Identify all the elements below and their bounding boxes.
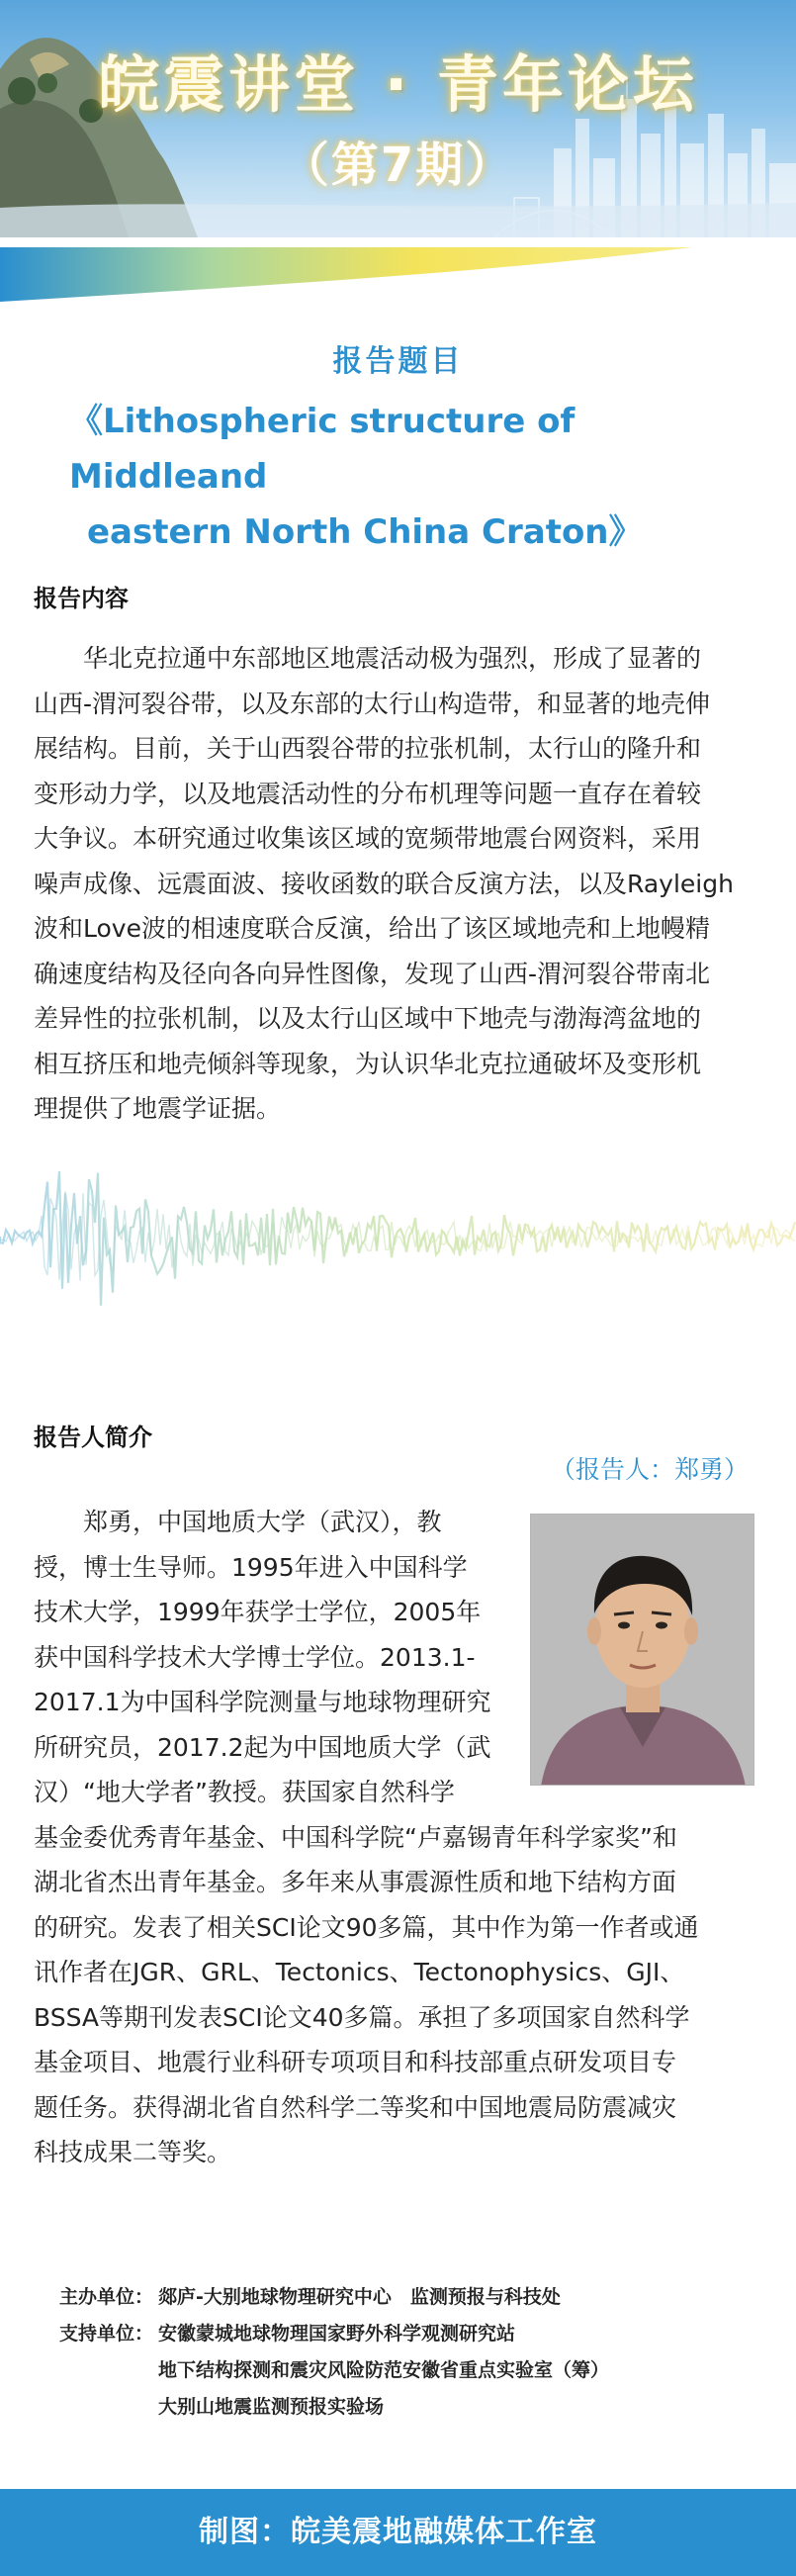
content-line: 噪声成像、远震面波、接收函数的联合反演方法，以及Rayleigh — [34, 869, 734, 898]
support-value: 安徽蒙城地球物理国家野外科学观测研究站 — [158, 2323, 516, 2345]
bio-line: 科技成果二等奖。 — [34, 2138, 232, 2166]
speaker-bio-top — [34, 1500, 520, 1770]
bio-line: 基金委优秀青年基金、中国科学院“卢嘉锡青年科学家奖”和 — [34, 1822, 677, 1852]
footer-credit: 制图：皖美震地融媒体工作室 — [0, 2489, 796, 2576]
content-line: 理提供了地震学证据。 — [34, 1094, 282, 1123]
bio-line: 获中国科学技术大学博士学位。2013.1- — [34, 1642, 476, 1672]
bio-line: 授，博士生导师。1995年进入中国科学 — [34, 1552, 468, 1582]
banner-title: 皖震讲堂 · 青年论坛 — [98, 48, 698, 121]
bio-line: 2017.1为中国科学院测量与地球物理研究 — [34, 1688, 491, 1716]
host-value: 郯庐-大别地球物理研究中心 监测预报与科技处 — [158, 2286, 561, 2308]
bio-line: 基金项目、地震行业科研专项项目和科技部重点研发项目专 — [34, 2048, 677, 2076]
content-line: 变形动力学，以及地震活动性的分布机理等问题一直存在着较 — [34, 779, 702, 808]
content-paragraph — [34, 636, 765, 1132]
content-line: 差异性的拉张机制，以及太行山区域中下地壳与渤海湾盆地的 — [34, 1004, 702, 1033]
report-title-line: eastern North China Craton》 — [87, 512, 643, 552]
speaker-photo — [530, 1514, 754, 1786]
support-label: 支持单位： — [59, 2323, 154, 2345]
report-heading: 报告题目 — [332, 344, 464, 379]
content-line: 展结构。目前，关于山西裂谷带的拉张机制，太行山的隆升和 — [34, 734, 702, 763]
report-title — [69, 394, 761, 560]
host-label: 主办单位： — [59, 2286, 154, 2308]
content-label: 报告内容 — [34, 585, 129, 612]
content-line: 确速度结构及径向各向异性图像，发现了山西-渭河裂谷带南北 — [34, 959, 711, 988]
bio-line: BSSA等期刊发表SCI论文40多篇。承担了多项国家自然科学 — [34, 2002, 690, 2032]
support-value: 大别山地震监测预报实验场 — [158, 2396, 385, 2418]
bio-line: 所研究员，2017.2起为中国地质大学（武 — [34, 1732, 491, 1762]
support-value: 地下结构探测和震灾风险防范安徽省重点实验室（筹） — [158, 2359, 610, 2381]
content-line: 山西-渭河裂谷带，以及东部的太行山构造带，和显著的地壳伸 — [34, 689, 711, 718]
bio-line: 郑勇，中国地质大学（武汉），教 — [83, 1508, 442, 1536]
content-line: 华北克拉通中东部地区地震活动极为强烈，形成了显著的 — [83, 644, 702, 673]
bio-line: 的研究。发表了相关SCI论文90多篇，其中作为第一作者或通 — [34, 1912, 699, 1942]
speaker-bio-bottom — [34, 1770, 767, 2175]
speaker-name-tag: （报告人：郑勇） — [550, 1455, 749, 1484]
speaker-label: 报告人简介 — [34, 1424, 152, 1451]
bio-line: 湖北省杰出青年基金。多年来从事震源性质和地下结构方面 — [34, 1868, 677, 1896]
report-title-line: 《Lithospheric structure of Middleand — [69, 402, 575, 497]
bio-line: 题任务。获得湖北省自然科学二等奖和中国地震局防震减灾 — [34, 2092, 677, 2122]
bio-line: 汉）“地大学者”教授。获国家自然科学 — [34, 1778, 455, 1806]
decorative-stripe — [0, 247, 796, 307]
content-line: 大争议。本研究通过收集该区域的宽频带地震台网资料，采用 — [34, 824, 702, 853]
content-line: 相互挤压和地壳倾斜等现象，为认识华北克拉通破坏及变形机 — [34, 1049, 702, 1078]
bio-line: 技术大学，1999年获学士学位，2005年 — [34, 1598, 482, 1626]
banner-issue-number: （第7期） — [281, 138, 515, 193]
seismogram-decoration — [0, 1148, 796, 1326]
bio-line: 讯作者在JGR、GRL、Tectonics、Tectonophysics、GJI、 — [34, 1958, 685, 1986]
header-banner — [0, 0, 796, 237]
content-line: 波和Love波的相速度联合反演，给出了该区域地壳和上地幔精 — [34, 914, 710, 943]
